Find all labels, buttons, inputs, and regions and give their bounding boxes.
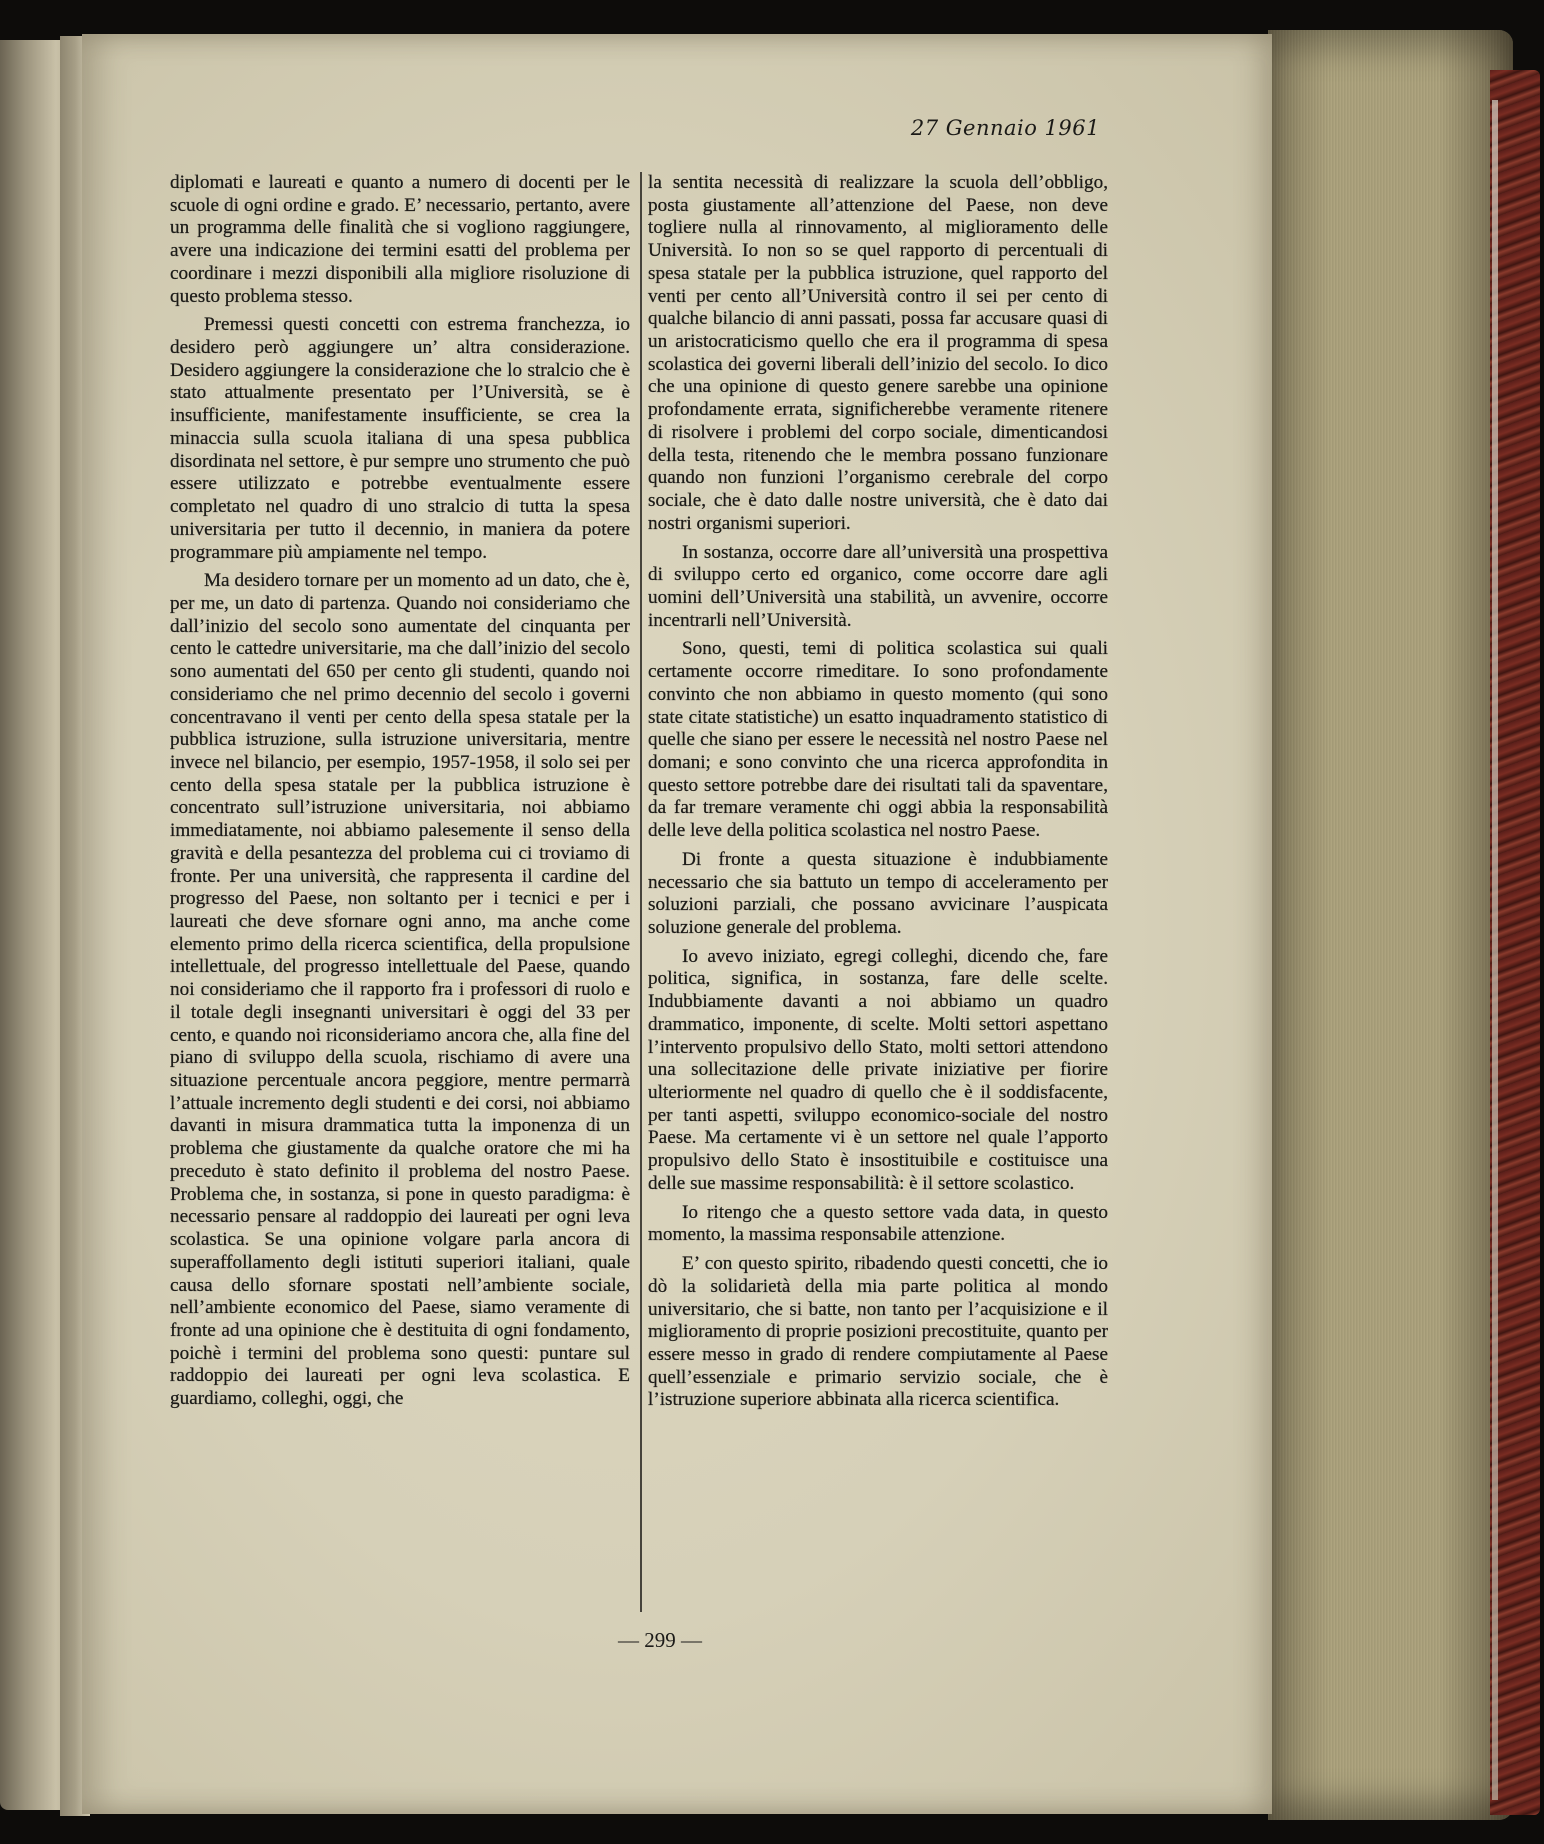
right-text-column bbox=[648, 172, 1108, 1412]
paragraph: Io avevo iniziato, egregi colleghi, dicendo che, fare politica, significa, in sostanza, fare delle scelte. Indubbiamente davanti a noi abbiamo un quadro drammatico, imponente, di scelte. Molti settori aspettano l’intervento propulsivo dello Stato, molti settori attendono una sollecitazione delle private iniziative per fiorire ulteriormente nel quadro di quello che è il soddisfacente, per tanti aspetti, sviluppo economico-sociale del nostro Paese. Ma certamente vi è un settore nel quale l’apporto propulsivo dello Stato è insostituibile e costituisce una delle sue massime responsabilità: è il settore scolastico. bbox=[648, 945, 1108, 1194]
cover-edge-highlight bbox=[1492, 100, 1498, 1800]
paragraph: Sono, questi, temi di politica scolastica sui quali certamente occorre rimeditare. Io sono profondamente convinto che non abbiamo in questo momento (qui sono state citate statistiche) un esatto inquadramento statistico di quelle che siano per essere le necessità nel nostro Paese nel domani; e sono convinto che una ricerca approfondita in questo settore potrebbe dare dei risultati tali da spaventare, da far tremare veramente chi oggi abbia la responsabilità delle leve della politica scolastica nel nostro Paese. bbox=[648, 638, 1108, 842]
left-text-column bbox=[170, 172, 630, 1411]
paragraph: In sostanza, occorre dare all’università una prospettiva di sviluppo certo ed organico, come occorre dare agli uomini dell’Università una stabilità, un avvenire, occorre incentrarli nell’Università. bbox=[648, 541, 1108, 631]
paragraph: Premessi questi concetti con estrema franchezza, io desidero però aggiungere un’ altra considerazione. Desidero aggiungere la considerazione che lo stralcio che è stato attualmente presentato per l’Università, se è insufficiente, manifestamente insufficiente, se crea la minaccia sulla scuola italiana di una spesa pubblica disordinata nel settore, è pur sempre uno strumento che può essere utilizzato e potrebbe eventualmente essere completato nel quadro di uno stralcio di tutta la spesa universitaria per tutto il decennio, in maniera da potere programmare più ampiamente nel tempo. bbox=[170, 314, 630, 563]
page-stack-shadow bbox=[1268, 30, 1513, 1820]
paragraph: Io ritengo che a questo settore vada data, in questo momento, la massima responsabile attenzione. bbox=[648, 1201, 1108, 1246]
paragraph: la sentita necessità di realizzare la scuola dell’obbligo, posta giustamente all’attenzione del Paese, non deve togliere nulla al rinnovamento, al miglioramento delle Università. Io non so se quel rapporto di percentuali di spesa statale per la pubblica istruzione, quel rapporto del venti per cento all’Università contro il sei per cento di qualche bilancio di anni passati, possa far accusare quasi di un aristocraticismo quello che era il programma di spesa scolastica dei governi liberali dell’inizio del secolo. Io dico che una opinione di questo genere sarebbe una opinione profondamente errata, significherebbe veramente ritenere di risolvere i problemi del corpo sociale, dimenticandosi della testa, ritenendo che le membra possano funzionare quando non funzioni l’organismo cerebrale del corpo sociale, che è dato dalle nostre università, che è dato dai nostri organismi superiori. bbox=[648, 172, 1108, 534]
page-header-date: 27 Gennaio 1961 bbox=[910, 116, 1100, 140]
column-divider bbox=[640, 172, 642, 1612]
paragraph: Ma desidero tornare per un momento ad un dato, che è, per me, un dato di partenza. Quando noi consideriamo che dall’inizio del secolo sono aumentate del cinquanta per cento le cattedre universitarie, ma che dall’inizio del secolo sono aumentati del 650 per cento gli studenti, quando noi consideriamo che nel primo decennio del secolo i governi concentravano il venti per cento della spesa statale per la pubblica istruzione, sulla istruzione universitaria, mentre invece nel bilancio, per esempio, 1957-1958, il solo sei per cento della spesa statale per la pubblica istruzione è concentrato sull’istruzione universitaria, noi abbiamo immediatamente, noi abbiamo palesemente il senso della gravità e della pesantezza del problema cui ci troviamo di fronte. Per una università, che rappresenta il cardine del progresso del Paese, non soltanto per i tecnici e per i laureati che deve sfornare ogni anno, ma anche come elemento primo della ricerca scientifica, della propulsione intellettuale, del progresso intellettuale del Paese, quando noi consideriamo che il rapporto fra i professori di ruolo e il totale degli insegnanti universitari è oggi del 33 per cento, e quando noi riconsideriamo ancora che, alla fine del piano di sviluppo della scuola, rischiamo di avere una situazione percentuale ancora peggiore, mentre permarrà l’attuale incremento degli studenti e dei corsi, noi abbiamo davanti in misura drammatica tutta la imponenza di un problema che giustamente da qualche oratore che mi ha preceduto è stato definito il problema del nostro Paese. Problema che, in sostanza, si pone in questo paradigma: è necessario pensare al raddoppio dei laureati per ogni leva scolastica. Se una opinione volgare parla ancora di superaffollamento degli istituti superiori italiani, quale causa dello sfornare spostati nell’ambiente sociale, nell’ambiente economico del Paese, siamo veramente di fronte ad una opinione che è destituita di ogni fondamento, poichè i termini del problema sono questi: puntare sul raddoppio dei laureati per ogni leva scolastica. E guardiamo, colleghi, oggi, che bbox=[170, 570, 630, 1410]
paragraph: Di fronte a questa situazione è indubbiamente necessario che sia battuto un tempo di acceleramento per soluzioni parziali, che possano avvicinare l’auspicata soluzione generale del problema. bbox=[648, 848, 1108, 938]
paragraph: E’ con questo spirito, ribadendo questi concetti, che io dò la solidarietà della mia parte politica al mondo universitario, che si batte, non tanto per l’acquisizione e il miglioramento di proprie posizioni precostituite, quanto per essere messo in grado di rendere compiutamente al Paese quell’essenziale e primario servizio sociale, che è l’istruzione superiore abbinata alla ricerca scientifica. bbox=[648, 1253, 1108, 1411]
page-number: — 299 — bbox=[618, 1628, 702, 1652]
paragraph: diplomati e laureati e quanto a numero di docenti per le scuole di ogni ordine e grado. E’ necessario, pertanto, avere un programma delle finalità che si vogliono raggiungere, avere una indicazione dei termini esatti del problema per coordinare i mezzi disponibili alla migliore risoluzione di questo problema stesso. bbox=[170, 172, 630, 307]
